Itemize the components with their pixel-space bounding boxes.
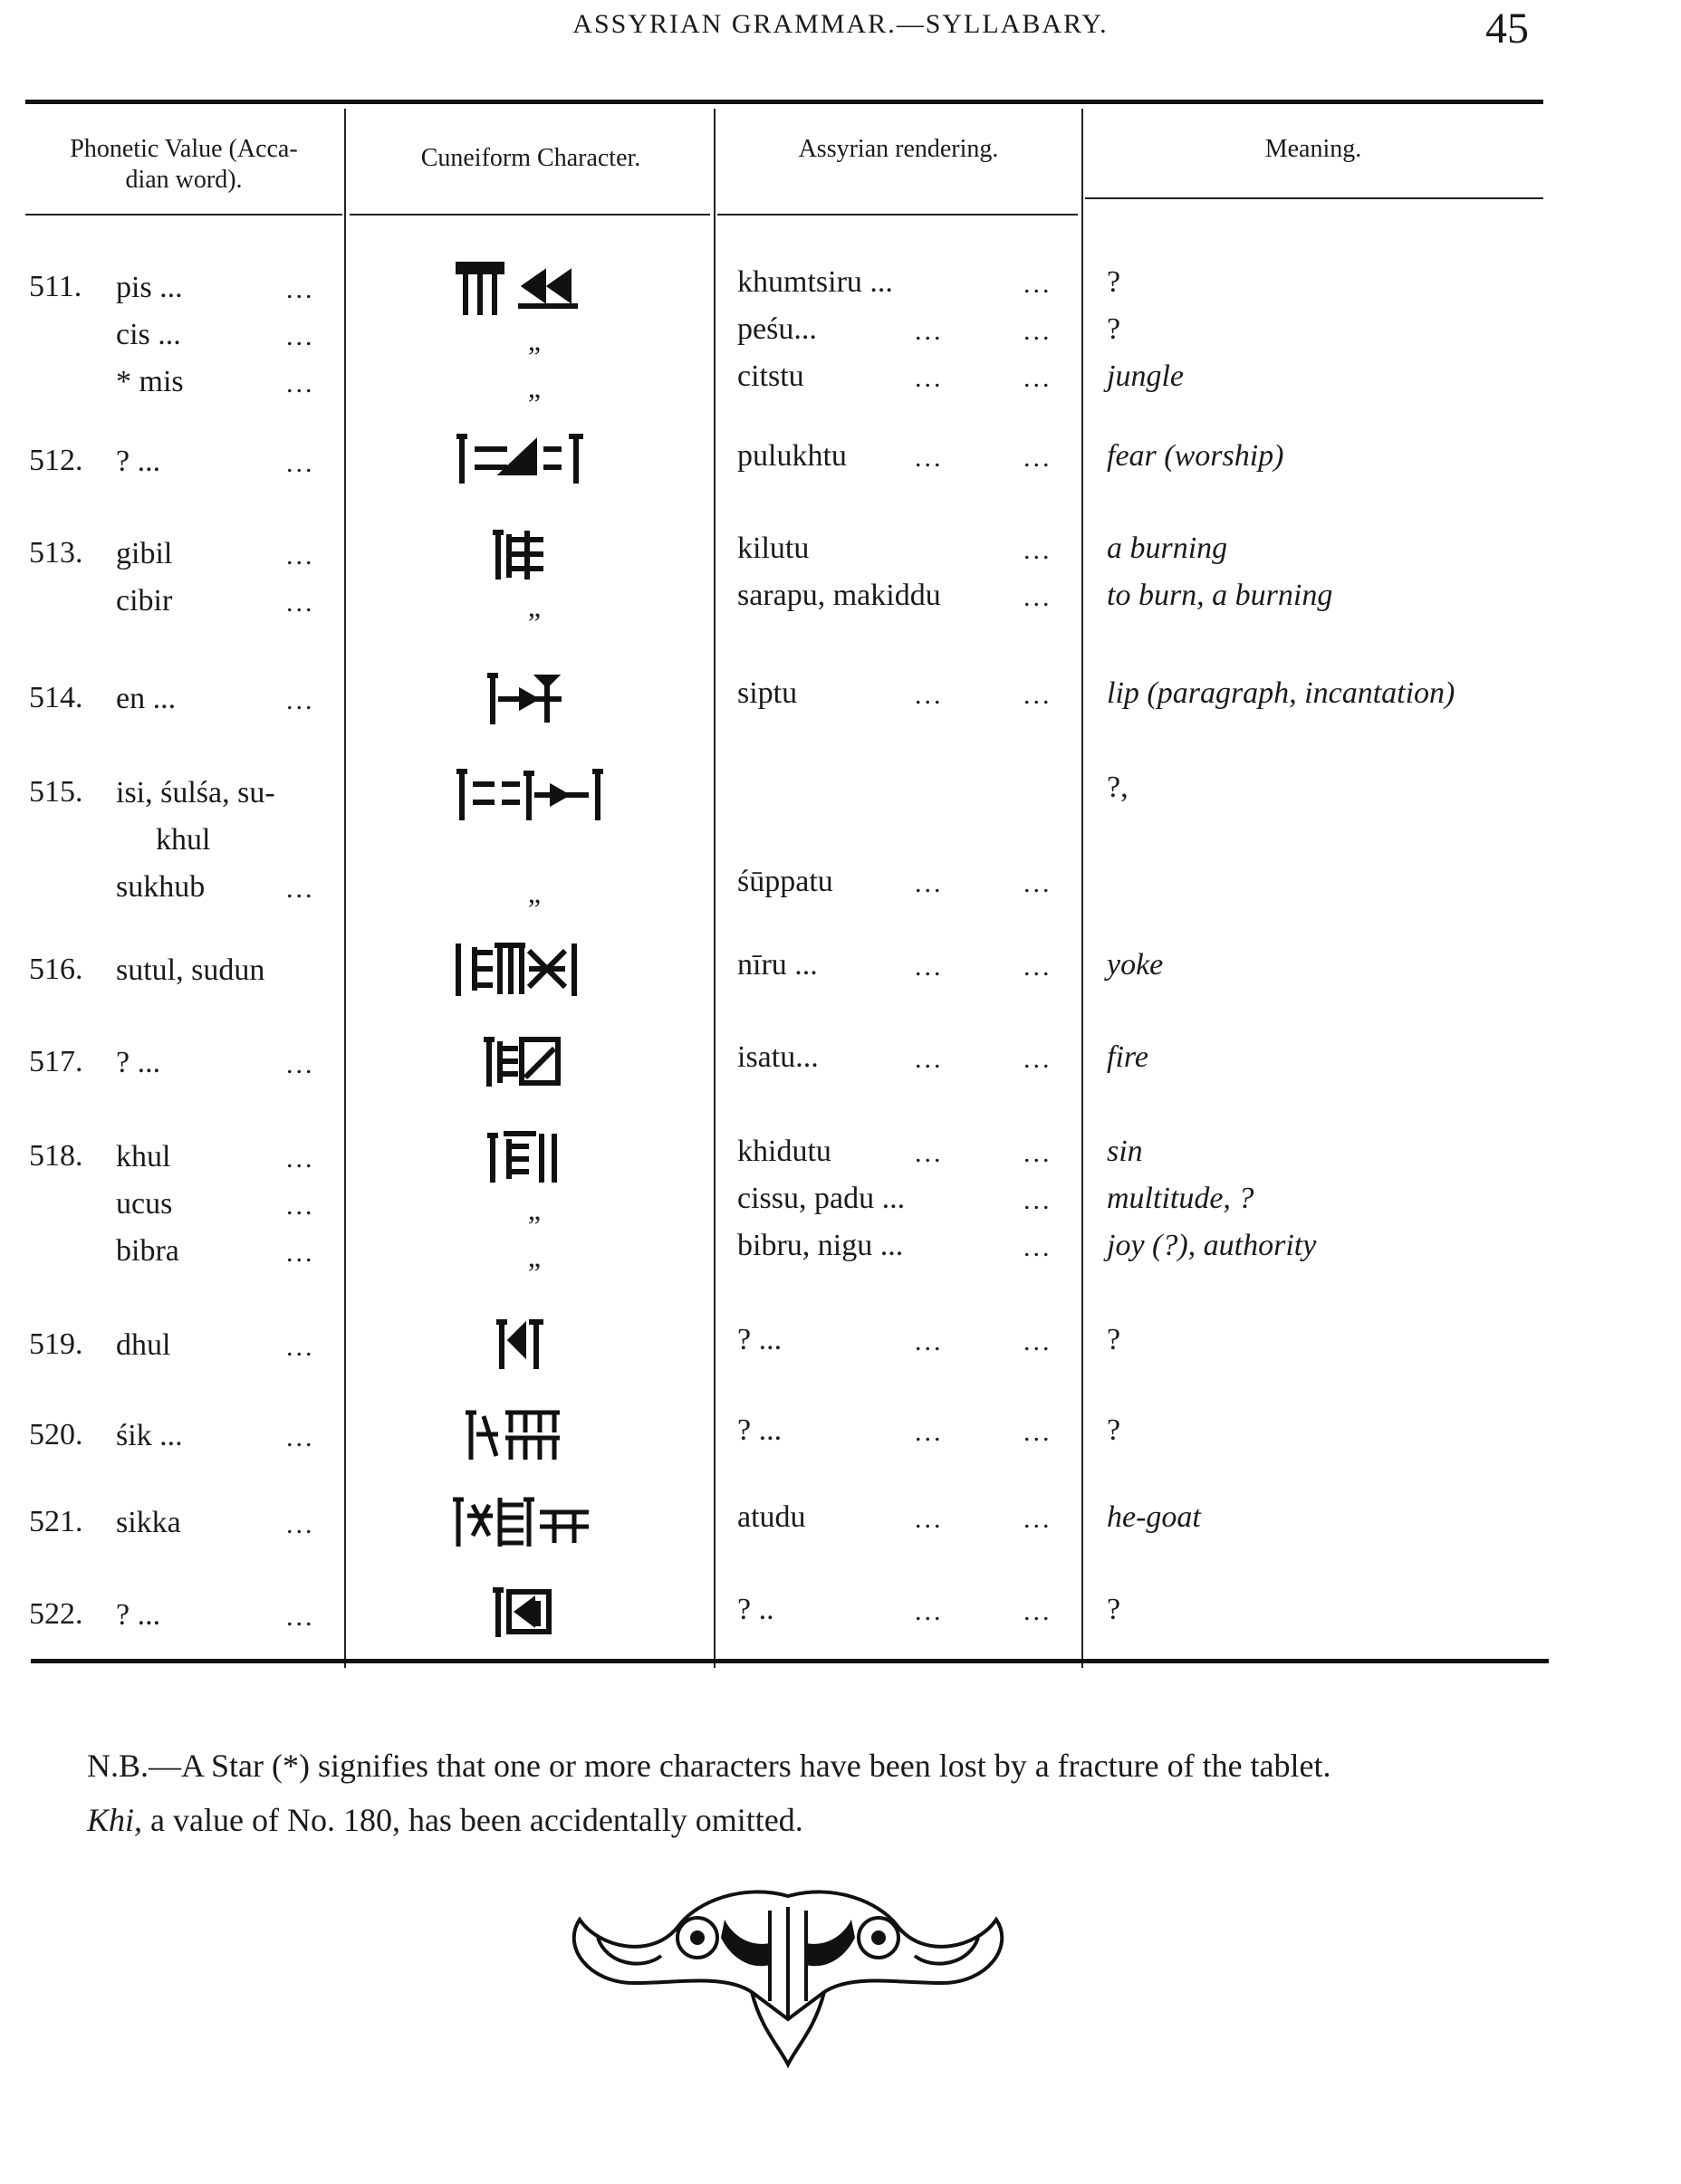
leader-dots: ... [1023,952,1052,982]
meaning: fire [1107,1040,1148,1074]
assyrian-rendering: bibru, nigu ... [737,1229,904,1262]
leader-dots: ... [915,868,944,898]
leader-dots: ... [286,1238,315,1268]
leader-dots: ... [286,1144,315,1173]
header-rule-1 [25,214,342,216]
assyrian-rendering: citstu [737,359,804,393]
leader-dots: ... [1023,1504,1052,1534]
phonetic-value: en ... [116,682,177,715]
leader-dots: ... [286,1602,315,1632]
assyrian-rendering: ? .. [737,1593,774,1626]
leader-dots: ... [915,443,944,473]
ditto-mark: „ [527,1193,542,1226]
leader-dots: ... [915,1138,944,1168]
entry-number: 515. [29,775,83,809]
cuneiform-character [453,668,625,732]
header-rule-2 [350,214,710,216]
header-rule-4 [1085,197,1543,199]
ditto-mark: „ [527,876,542,909]
meaning: multitude, ? [1107,1182,1254,1215]
ditto-mark: „ [527,1240,542,1273]
cuneiform-character [453,1403,625,1467]
column-header-cuneiform: Cuneiform Character. [420,144,641,172]
meaning: sin [1107,1135,1143,1168]
leader-dots: ... [1023,316,1052,346]
entry-number: 516. [29,953,83,986]
leader-dots: ... [915,1417,944,1447]
phonetic-value: ? ... [116,1598,161,1632]
meaning: ? [1107,1323,1121,1356]
assyrian-rendering: isatu... [737,1040,819,1074]
meaning: joy (?), authority [1107,1229,1317,1262]
phonetic-value: dhul [116,1328,171,1362]
meaning: ? [1107,1413,1121,1447]
ditto-mark: „ [527,324,542,357]
leader-dots: ... [1023,1417,1052,1447]
meaning: ? [1107,312,1121,346]
assyrian-rendering: ? ... [737,1323,783,1356]
phonetic-value: cis ... [116,318,181,351]
leader-dots: ... [1023,443,1052,473]
leader-dots: ... [1023,1232,1052,1262]
leader-dots: ... [286,541,315,570]
cuneiform-character [453,764,634,828]
assyrian-rendering: siptu [737,676,798,710]
leader-dots: ... [1023,1044,1052,1074]
ditto-mark: „ [527,371,542,404]
entry-number: 520. [29,1418,83,1451]
leader-dots: ... [915,1596,944,1626]
entry-number: 512. [29,444,83,477]
leader-dots: ... [1023,680,1052,710]
leader-dots: ... [1023,535,1052,565]
cuneiform-character [453,1030,625,1094]
phonetic-value: isi, śulśa, su- [116,776,275,809]
entry-number: 514. [29,681,83,714]
leader-dots: ... [286,369,315,398]
column-header-phonetic: Phonetic Value (Acca- dian word). [70,135,298,194]
column-divider-1 [344,109,346,1668]
phonetic-value: bibra [116,1234,179,1268]
meaning: a burning [1107,532,1228,565]
assyrian-rendering: khumtsiru ... [737,265,893,299]
meaning: jungle [1107,359,1184,393]
leader-dots: ... [286,1509,315,1539]
leader-dots: ... [1023,1138,1052,1168]
assyrian-rendering: śūppatu [737,865,833,898]
phonetic-value: cibir [116,584,173,618]
phonetic-value: pis ... [116,271,183,304]
meaning: ? [1107,265,1121,299]
assyrian-rendering: cissu, padu ... [737,1182,906,1215]
meaning: fear (worship) [1107,439,1284,473]
column-divider-3 [1081,109,1083,1668]
cuneiform-character [453,1313,625,1376]
assyrian-rendering: atudu [737,1500,806,1534]
cuneiform-character [453,1490,634,1554]
phonetic-value: * mis [116,365,184,398]
meaning: lip (paragraph, incantation) [1107,676,1455,710]
phonetic-value: ucus [116,1187,173,1221]
tailpiece-ornament-icon [543,1883,1033,2074]
leader-dots: ... [286,448,315,478]
entry-number: 522. [29,1597,83,1631]
phonetic-value: śik ... [116,1419,183,1452]
phonetic-value: khul [156,823,211,857]
leader-dots: ... [1023,363,1052,393]
leader-dots: ... [286,1191,315,1221]
leader-dots: ... [915,1504,944,1534]
footnote-line-1: N.B.—A Star (*) signifies that one or more characters have been lost by a fracture of the tablet. [87,1748,1331,1784]
leader-dots: ... [286,588,315,618]
phonetic-value: khul [116,1140,171,1173]
column-header-meaning: Meaning. [1264,135,1362,163]
phonetic-value: sikka [116,1506,181,1539]
cuneiform-character [453,525,625,589]
entry-number: 517. [29,1045,83,1078]
header-rule-3 [717,214,1078,216]
leader-dots: ... [915,952,944,982]
phonetic-value: gibil [116,537,173,570]
table-top-rule [25,100,1543,104]
meaning: to burn, a burning [1107,579,1333,612]
leader-dots: ... [1023,1185,1052,1215]
footnote-line-2-rest: a value of No. 180, has been accidentally omitted. [142,1802,803,1838]
footnote-line-2 [87,1793,1331,1847]
leader-dots: ... [915,316,944,346]
leader-dots: ... [1023,582,1052,612]
assyrian-rendering: kilutu [737,532,810,565]
cuneiform-character [453,938,625,1001]
entry-number: 521. [29,1505,83,1538]
entry-number: 513. [29,536,83,570]
leader-dots: ... [1023,1327,1052,1356]
footnote-italic-term: Khi, [87,1802,143,1838]
leader-dots: ... [286,1332,315,1362]
leader-dots: ... [1023,1596,1052,1626]
entry-number: 511. [29,270,82,303]
meaning: ? [1107,1593,1121,1626]
leader-dots: ... [286,274,315,304]
leader-dots: ... [286,1422,315,1452]
phonetic-value: sutul, sudun [116,953,265,987]
leader-dots: ... [286,685,315,715]
assyrian-rendering: khidutu [737,1135,831,1168]
meaning: yoke [1107,948,1164,982]
cuneiform-character [453,1581,625,1644]
cuneiform-character [453,1126,625,1190]
column-header-assyrian: Assyrian rendering. [798,135,999,163]
leader-dots: ... [915,1044,944,1074]
footnote [87,1739,1331,1847]
leader-dots: ... [286,874,315,904]
leader-dots: ... [1023,868,1052,898]
leader-dots: ... [915,1327,944,1356]
leader-dots: ... [286,1049,315,1079]
ditto-mark: „ [527,590,542,623]
assyrian-rendering: pulukhtu [737,439,847,473]
phonetic-value: sukhub [116,870,206,904]
cuneiform-character [453,427,625,491]
entry-number: 519. [29,1327,83,1361]
leader-dots: ... [286,321,315,351]
page-number: 45 [1485,5,1529,53]
meaning: he-goat [1107,1500,1201,1534]
assyrian-rendering: sarapu, makiddu [737,579,941,612]
entry-number: 518. [29,1139,83,1173]
meaning: ?, [1107,771,1129,804]
table-bottom-rule [31,1659,1549,1663]
column-divider-2 [714,109,716,1668]
leader-dots: ... [915,363,944,393]
leader-dots: ... [1023,269,1052,299]
assyrian-rendering: nīru ... [737,948,818,982]
leader-dots: ... [915,680,944,710]
running-header: ASSYRIAN GRAMMAR.—SYLLABARY. [572,9,1109,39]
assyrian-rendering: peśu... [737,312,817,346]
phonetic-value: ? ... [116,1046,161,1079]
phonetic-value: ? ... [116,445,161,478]
assyrian-rendering: ? ... [737,1413,783,1447]
cuneiform-character [453,259,625,322]
